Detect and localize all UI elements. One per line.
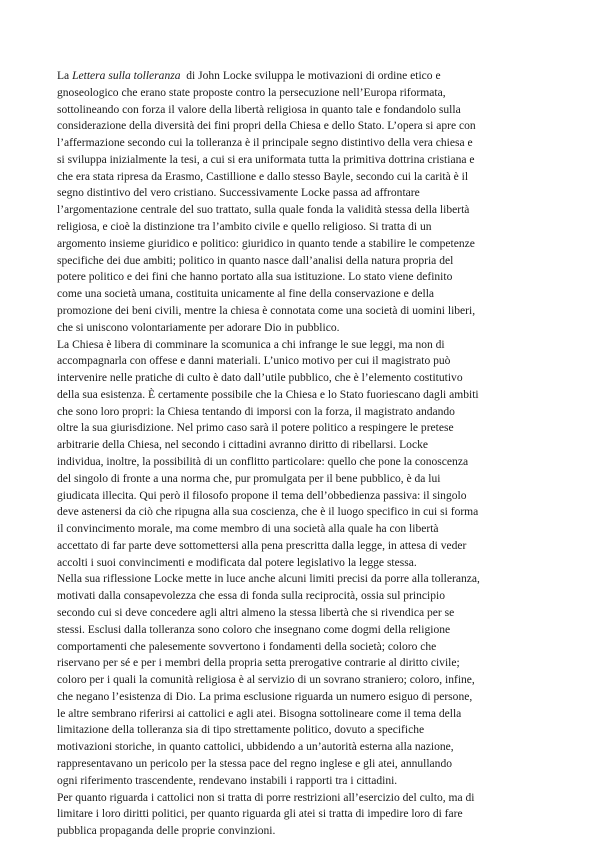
text-segment: religiosa, e cioè la distinzione tra l’ambito civile e quello religioso. Si tratta di un (57, 221, 432, 234)
text-line (57, 823, 543, 840)
text-line (57, 588, 543, 605)
text-line (57, 152, 543, 169)
text-segment: riservano per sé e per i membri della propria setta prerogative contrarie al diritto civile; (57, 657, 460, 670)
text-line (57, 538, 543, 555)
text-segment: il convincimento morale, ma come membro di una società alla quale ha con libertà (57, 523, 439, 536)
text-segment: le altre sembrano riferirsi ai cattolici e agli atei. Bisogna sottolineare come il tema della (57, 707, 462, 720)
text-segment: limitare i loro diritti politici, per quanto riguarda gli atei si tratta di impedire loro di fare (57, 808, 463, 821)
text-line (57, 135, 543, 152)
paragraph (57, 571, 543, 789)
text-segment: pubblica propaganda delle proprie convinzioni. (57, 825, 276, 838)
text-segment: di John Locke sviluppa le motivazioni di ordine etico e (180, 70, 441, 82)
text-line (57, 655, 543, 672)
text-segment: coloro per i quali la comunità religiosa è al servizio di un sovrano straniero; coloro, infine, (57, 674, 475, 687)
text-segment: Nella sua riflessione Locke mette in luce anche alcuni limiti precisi da porre alla tolleranza, (57, 573, 480, 586)
text-line (57, 471, 543, 488)
text-segment: che sono loro propri: la Chiesa tentando di imporsi con la forza, il magistrato andando (57, 405, 455, 418)
text-line (57, 269, 543, 286)
text-segment: del singolo di fronte a una norma che, pur promulgata per il bene pubblico, è da lui (57, 472, 441, 485)
text-segment: Per quanto riguarda i cattolici non si tratta di porre restrizioni all’esercizio del culto, ma di (57, 791, 475, 804)
text-segment: considerazione della diversità dei fini propri della Chiesa e dello Stato. L’opera si apre con (57, 120, 476, 133)
text-segment: che negano l’esistenza di Dio. La prima esclusione riguarda un numero esiguo di persone, (57, 690, 473, 703)
text-segment: motivazioni storiche, in quanto cattolici, ubbidendo a un’autorità esterna alla nazione, (57, 741, 454, 754)
text-segment: La (57, 70, 73, 82)
text-segment: accompagnarla con offese e danni materiali. L’unico motivo per cui il magistrato può (57, 355, 451, 368)
text-segment: promozione dei beni civili, mentre la chiesa è connotata come una società di uomini liberi, (57, 304, 476, 317)
text-line (57, 488, 543, 505)
text-line (57, 102, 543, 119)
text-line (57, 320, 543, 337)
text-line (57, 353, 543, 370)
text-line (57, 169, 543, 186)
text-segment: specifiche dei due ambiti; politico in quanto nasce dall’analisi della natura propria del (57, 254, 454, 267)
text-line (57, 118, 543, 135)
text-line (57, 806, 543, 823)
text-segment: potere politico e dei fini che hanno portato alla sua istituzione. Lo stato viene definito (57, 271, 453, 284)
text-line (57, 202, 543, 219)
text-line (57, 555, 543, 572)
text-line (57, 622, 543, 639)
text-segment: gnoseologico che erano state proposte contro la persecuzione nell’Europa riformata, (57, 86, 446, 99)
text-segment: secondo cui si deve concedere agli altri almeno la stessa libertà che si rivendica per se (57, 607, 455, 619)
text-segment: La Chiesa è libera di comminare la scomunica a chi infrange le sue leggi, ma non di (57, 338, 445, 351)
text-segment: della sua esistenza. È certamente possibile che la Chiesa e lo Stato fuoriescano dagli ambiti (57, 388, 479, 401)
text-line (57, 236, 543, 253)
text-segment: accettato di far parte deve sottomettersi alla pena prescritta dalla legge, in attesa di veder (57, 539, 467, 552)
text-line (57, 605, 543, 622)
text-segment: deve astenersi da ciò che ripugna alla sua coscienza, che è il luogo specifico in cui si forma (57, 506, 479, 519)
text-segment: argomento insieme giuridico e politico: giuridico in quanto tende a stabilire le competenze (57, 237, 475, 250)
paragraph (57, 790, 543, 840)
italic-title: Lettera sulla tolleranza (72, 70, 181, 82)
text-line (57, 437, 543, 454)
text-segment: ogni riferimento trascendente, rendevano instabili i rapporti tra i cittadini. (57, 774, 398, 787)
document-body (57, 68, 543, 840)
text-line (57, 773, 543, 790)
text-segment: che era stata ripresa da Erasmo, Castillione e dallo stesso Bayle, secondo cui la carità è il (57, 170, 469, 183)
text-segment: comportamenti che palesemente sovvertono i fondamenti della società; coloro che (57, 640, 437, 653)
text-segment: l’affermazione secondo cui la tolleranza è il principale segno distintivo della vera chiesa e (57, 137, 473, 150)
text-line (57, 739, 543, 756)
text-line (57, 370, 543, 387)
text-line (57, 706, 543, 723)
text-line (57, 454, 543, 471)
text-line (57, 689, 543, 706)
text-line (57, 68, 543, 85)
text-line (57, 387, 543, 404)
text-line (57, 756, 543, 773)
text-line (57, 571, 543, 588)
text-segment: stessi. Esclusi dalla tolleranza sono coloro che insegnano come dogmi della religione (57, 623, 451, 636)
text-line (57, 722, 543, 739)
text-segment: l’argomentazione centrale del suo trattato, sulla quale fonda la validità stessa della libertà (57, 204, 470, 217)
text-segment: si sviluppa inizialmente la tesi, a cui si era uniformata tutta la primitiva dottrina cristiana e (57, 153, 475, 166)
text-segment: intervenire nelle pratiche di culto è dato dall’utile pubblico, che è l’elemento costitutivo (57, 372, 463, 385)
text-line (57, 337, 543, 354)
text-segment: rappresentavano un pericolo per la stessa pace del regno inglese e gli atei, annullando (57, 758, 453, 771)
text-line (57, 639, 543, 656)
text-line (57, 504, 543, 521)
text-segment: che si uniscono volontariamente per adorare Dio in pubblico. (57, 321, 340, 334)
text-segment: arbitrarie della Chiesa, nel secondo i cittadini avranno diritto di ribellarsi. Locke (57, 439, 428, 452)
text-segment: oltre la sua giurisdizione. Nel primo caso sarà il potere politico a respingere le pretese (57, 422, 454, 435)
text-line (57, 404, 543, 421)
text-line (57, 790, 543, 807)
text-segment: come una società umana, costituita unicamente al fine della conservazione e della (57, 288, 435, 301)
text-line (57, 303, 543, 320)
paragraph (57, 68, 543, 337)
text-segment: individua, inoltre, la possibilità di un conflitto particolare: quello che pone la conoscenza (57, 455, 469, 468)
text-line (57, 253, 543, 270)
text-line (57, 672, 543, 689)
text-line (57, 219, 543, 236)
text-segment: giudicata illecita. Qui però il filosofo propone il tema dell’obbedienza passiva: il singolo (57, 489, 467, 502)
text-segment: motivati dalla consapevolezza che essa di fonda sulla reciprocità, ossia sul principio (57, 590, 445, 603)
text-line (57, 521, 543, 538)
text-line (57, 420, 543, 437)
paragraph (57, 337, 543, 572)
text-segment: limitazione della tolleranza sia di tipo strettamente politico, dovuto a specifiche (57, 724, 425, 737)
text-line (57, 286, 543, 303)
text-segment: segno distintivo del vero cristiano. Successivamente Locke passa ad affrontare (57, 187, 420, 200)
text-segment: sottolineando con forza il valore della libertà religiosa in quanto tale e fondandolo sulla (57, 103, 461, 116)
text-segment: accolti i suoi convincimenti e modificata dal potere legislativo la legge stessa. (57, 556, 417, 569)
text-line (57, 185, 543, 202)
text-line (57, 85, 543, 102)
